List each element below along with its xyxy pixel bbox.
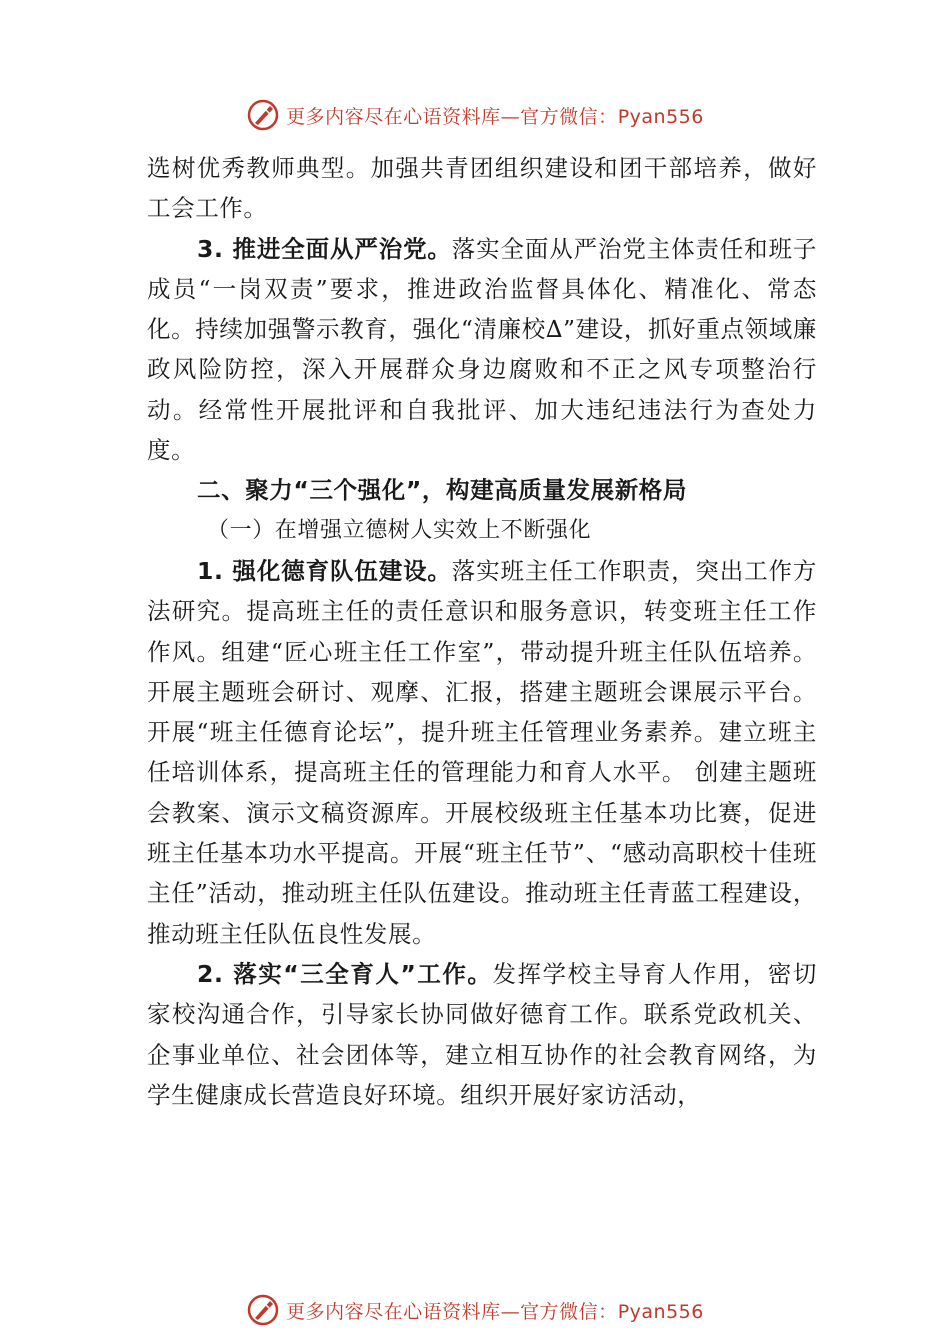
paragraph-4-text: 发挥学校主导育人作用，密切家校沟通合作，引导家长协同做好德育工作。联系党政机关、企事业单位、社会团体等，建立相互协作的社会教育网络，为学生健康成长营造良好环境。组织开展好家访活动， <box>147 959 817 1109</box>
header-banner-text <box>286 102 704 129</box>
paragraph-2-lead: 3. 推进全面从严治党。 <box>197 234 452 263</box>
header-banner <box>0 97 950 133</box>
section-heading-2: 二、聚力“三个强化”，构建高质量发展新格局 <box>197 476 687 505</box>
paragraph-1: 选树优秀教师典型。加强共青团组织建设和团干部培养，做好工会工作。 <box>147 154 817 223</box>
paragraph-3 <box>147 551 817 954</box>
header-banner-wechat-label: 官方微信： <box>520 105 618 128</box>
document-body <box>147 148 817 1115</box>
paragraph-3-lead: 1. 强化德育队伍建设。 <box>197 556 452 585</box>
footer-banner-title: 更多内容尽在心语资料库 <box>286 1300 501 1323</box>
footer-banner-wechat-label: 官方微信： <box>520 1300 618 1323</box>
header-banner-separator: — <box>500 105 521 128</box>
paragraph-4-lead: 2. 落实“三全育人”工作。 <box>197 959 493 988</box>
paragraph-3-text: 落实班主任工作职责，突出工作方法研究。提高班主任的责任意识和服务意识，转变班主任工作作风。组建“匠心班主任工作室”，带动提升班主任队伍培养。开展主题班会研讨、观摩、汇报，搭建主题班会课展示平台。开展“班主任德育论坛”，提升班主任管理业务素养。建立班主任培训体系，提高班主任的管理能力和育人水平。 创建主题班会教案、演示文稿资源库。开展校级班主任基本功比赛，促进班主任基本功水平提高。开展“班主任节”、“感动高职校十佳班主任”活动，推动班主任队伍建设。推动班主任青蓝工程建设，推动班主任队伍良性发展。 <box>147 556 817 948</box>
quill-logo-icon <box>246 1293 280 1327</box>
footer-banner-separator: — <box>500 1300 521 1323</box>
footer-banner-text <box>286 1297 704 1324</box>
quill-logo-icon <box>246 98 280 132</box>
footer-banner-wechat-id: Pyan556 <box>617 1300 704 1323</box>
paragraph-2 <box>147 229 817 471</box>
paragraph-4 <box>147 954 817 1115</box>
header-banner-wechat-id: Pyan556 <box>617 105 704 128</box>
footer-banner <box>0 1292 950 1328</box>
header-banner-title: 更多内容尽在心语资料库 <box>286 105 501 128</box>
subsection-heading-1: （一）在增强立德树人实效上不断强化 <box>207 517 592 543</box>
paragraph-2-text: 落实全面从严治党主体责任和班子成员“一岗双责”要求，推进政治监督具体化、精准化、常态化。持续加强警示教育，强化“清廉校∆”建设，抓好重点领域廉政风险防控，深入开展群众身边腐败和不正之风专项整治行动。经常性开展批评和自我批评、加大违纪违法行为查处力度。 <box>147 234 817 465</box>
